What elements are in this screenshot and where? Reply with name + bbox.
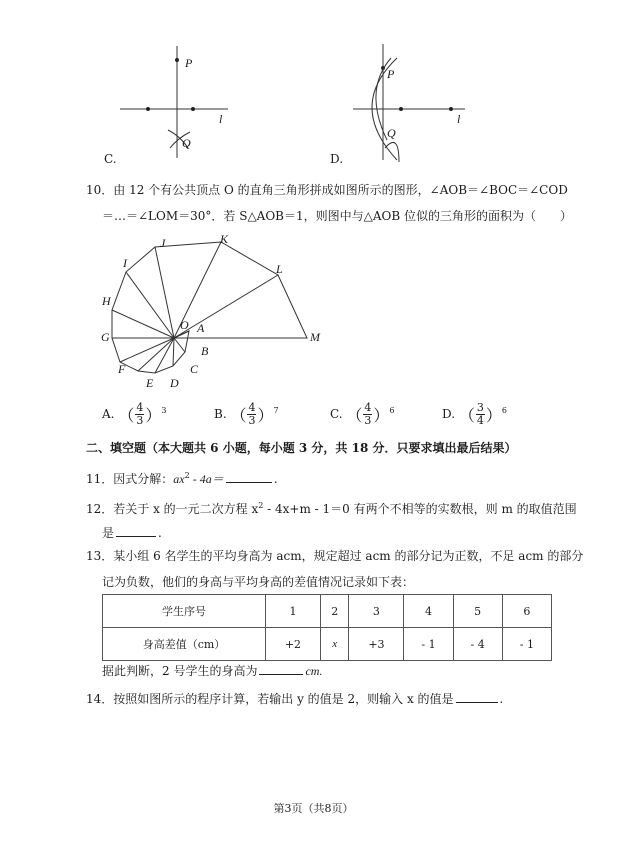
fig-label-o: O [180, 318, 189, 332]
fig-label-l: L [276, 262, 283, 276]
fig-label-h: H [102, 294, 111, 308]
option-label: D. [442, 407, 456, 421]
table-row [103, 628, 552, 661]
fraction: $\frac{4}{3}$ [248, 401, 256, 427]
table-row [103, 595, 552, 628]
q11-answer-blank[interactable] [226, 470, 272, 483]
q12-line1: 12．若关于 x 的一元二次方程 $x^2 - 4x+m - 1=0$ 有两个不相等的实数根，则 m 的取值范围 [86, 501, 577, 516]
fig-label-m: M [310, 330, 320, 344]
fig-label-j: J [160, 236, 166, 250]
table-header-cell: 身高差值（cm） [103, 628, 266, 661]
height-difference-table [102, 594, 552, 661]
option-c-label: C. [104, 152, 117, 166]
exponent: 7 [273, 406, 279, 415]
fig-label-f: F [118, 362, 126, 376]
q14-answer-blank[interactable] [456, 690, 498, 703]
fig-label-g: G [101, 330, 110, 344]
q11: 11．因式分解：$ax^2 - 4a=$ . [86, 471, 278, 486]
table-cell: 2 [320, 595, 349, 628]
table-cell: +3 [349, 628, 404, 661]
fraction: $\frac{4}{3}$ [136, 401, 144, 427]
fig-label-c: C [190, 362, 199, 376]
table-cell: x [320, 628, 349, 661]
fig-c-point-p: P [185, 56, 193, 70]
fig-label-b: B [201, 344, 209, 358]
q13-text-line1: 13．某小组 6 名学生的平均身高为 acm，规定超过 acm 的部分记为正数，不足 acm 的部分 [86, 549, 584, 563]
section-2-title: 二、填空题（本大题共 6 小题，每小题 3 分，共 18 分．只要求填出最后结果） [86, 441, 517, 455]
table-cell: - 1 [502, 628, 551, 661]
fig-label-a: A [197, 321, 205, 335]
fig-c-point-q: Q [182, 136, 191, 150]
q14: 14．按照如图所示的程序计算，若输出 y 的值是 2，则输入 x 的值是 . [86, 692, 504, 706]
fig-d-point-p: P [387, 67, 395, 81]
table-cell: 5 [453, 595, 502, 628]
q10-option-d[interactable]: D. （ $\frac{3}{4}$ ）$^6$ [442, 401, 507, 427]
fig-d-point-q: Q [387, 126, 396, 140]
exponent: 6 [501, 406, 507, 415]
q10-option-c[interactable]: C. （ $\frac{4}{3}$ ）$^6$ [330, 401, 395, 427]
exponent: 6 [389, 406, 395, 415]
fig-label-e: E [146, 376, 154, 390]
fig-label-d: D [170, 376, 179, 390]
q12-answer-blank[interactable] [116, 524, 156, 537]
fig-c-line-l: l [219, 112, 223, 126]
table-cell: - 1 [404, 628, 453, 661]
spiral-triangles-figure [100, 232, 330, 392]
option-label: A. [102, 407, 115, 421]
option-label: C. [330, 407, 343, 421]
table-cell: 1 [266, 595, 321, 628]
q10-text-line1: 10．由 12 个有公共顶点 O 的直角三角形拼成如图所示的图形，∠AOB＝∠BOC＝∠COD [86, 183, 568, 197]
fraction: $\frac{3}{4}$ [476, 401, 484, 427]
q13-text-line2: 记为负数，他们的身高与平均身高的差值情况记录如下表： [102, 575, 415, 589]
table-cell: 4 [404, 595, 453, 628]
table-header-cell: 学生序号 [103, 595, 266, 628]
q13-answer-blank[interactable] [259, 662, 303, 675]
fig-label-i: I [123, 256, 127, 270]
table-cell: 6 [502, 595, 551, 628]
q10-option-b[interactable]: B. （ $\frac{4}{3}$ ）$^7$ [214, 401, 279, 427]
exponent: 3 [161, 406, 167, 415]
q10-text-line2: ＝…＝∠LOM＝30°．若 S△AOB＝1，则图中与△AOB 位似的三角形的面积为（ ） [102, 209, 573, 223]
q13-conclusion: 据此判断，2 号学生的身高为 cm. [102, 664, 323, 678]
table-cell: +2 [266, 628, 321, 661]
option-d-label: D. [330, 152, 344, 166]
fig-d-line-l: l [457, 112, 461, 126]
figure-option-d [345, 40, 495, 170]
page-footer: 第3页（共8页） [273, 802, 354, 815]
table-cell: - 4 [453, 628, 502, 661]
q10-option-a[interactable]: A. （ $\frac{4}{3}$ ）$^3$ [102, 401, 167, 427]
q12-line2: 是 . [102, 526, 162, 540]
table-cell: 3 [349, 595, 404, 628]
fig-label-k: K [220, 232, 229, 246]
option-label: B. [214, 407, 227, 421]
fraction: $\frac{4}{3}$ [364, 401, 372, 427]
